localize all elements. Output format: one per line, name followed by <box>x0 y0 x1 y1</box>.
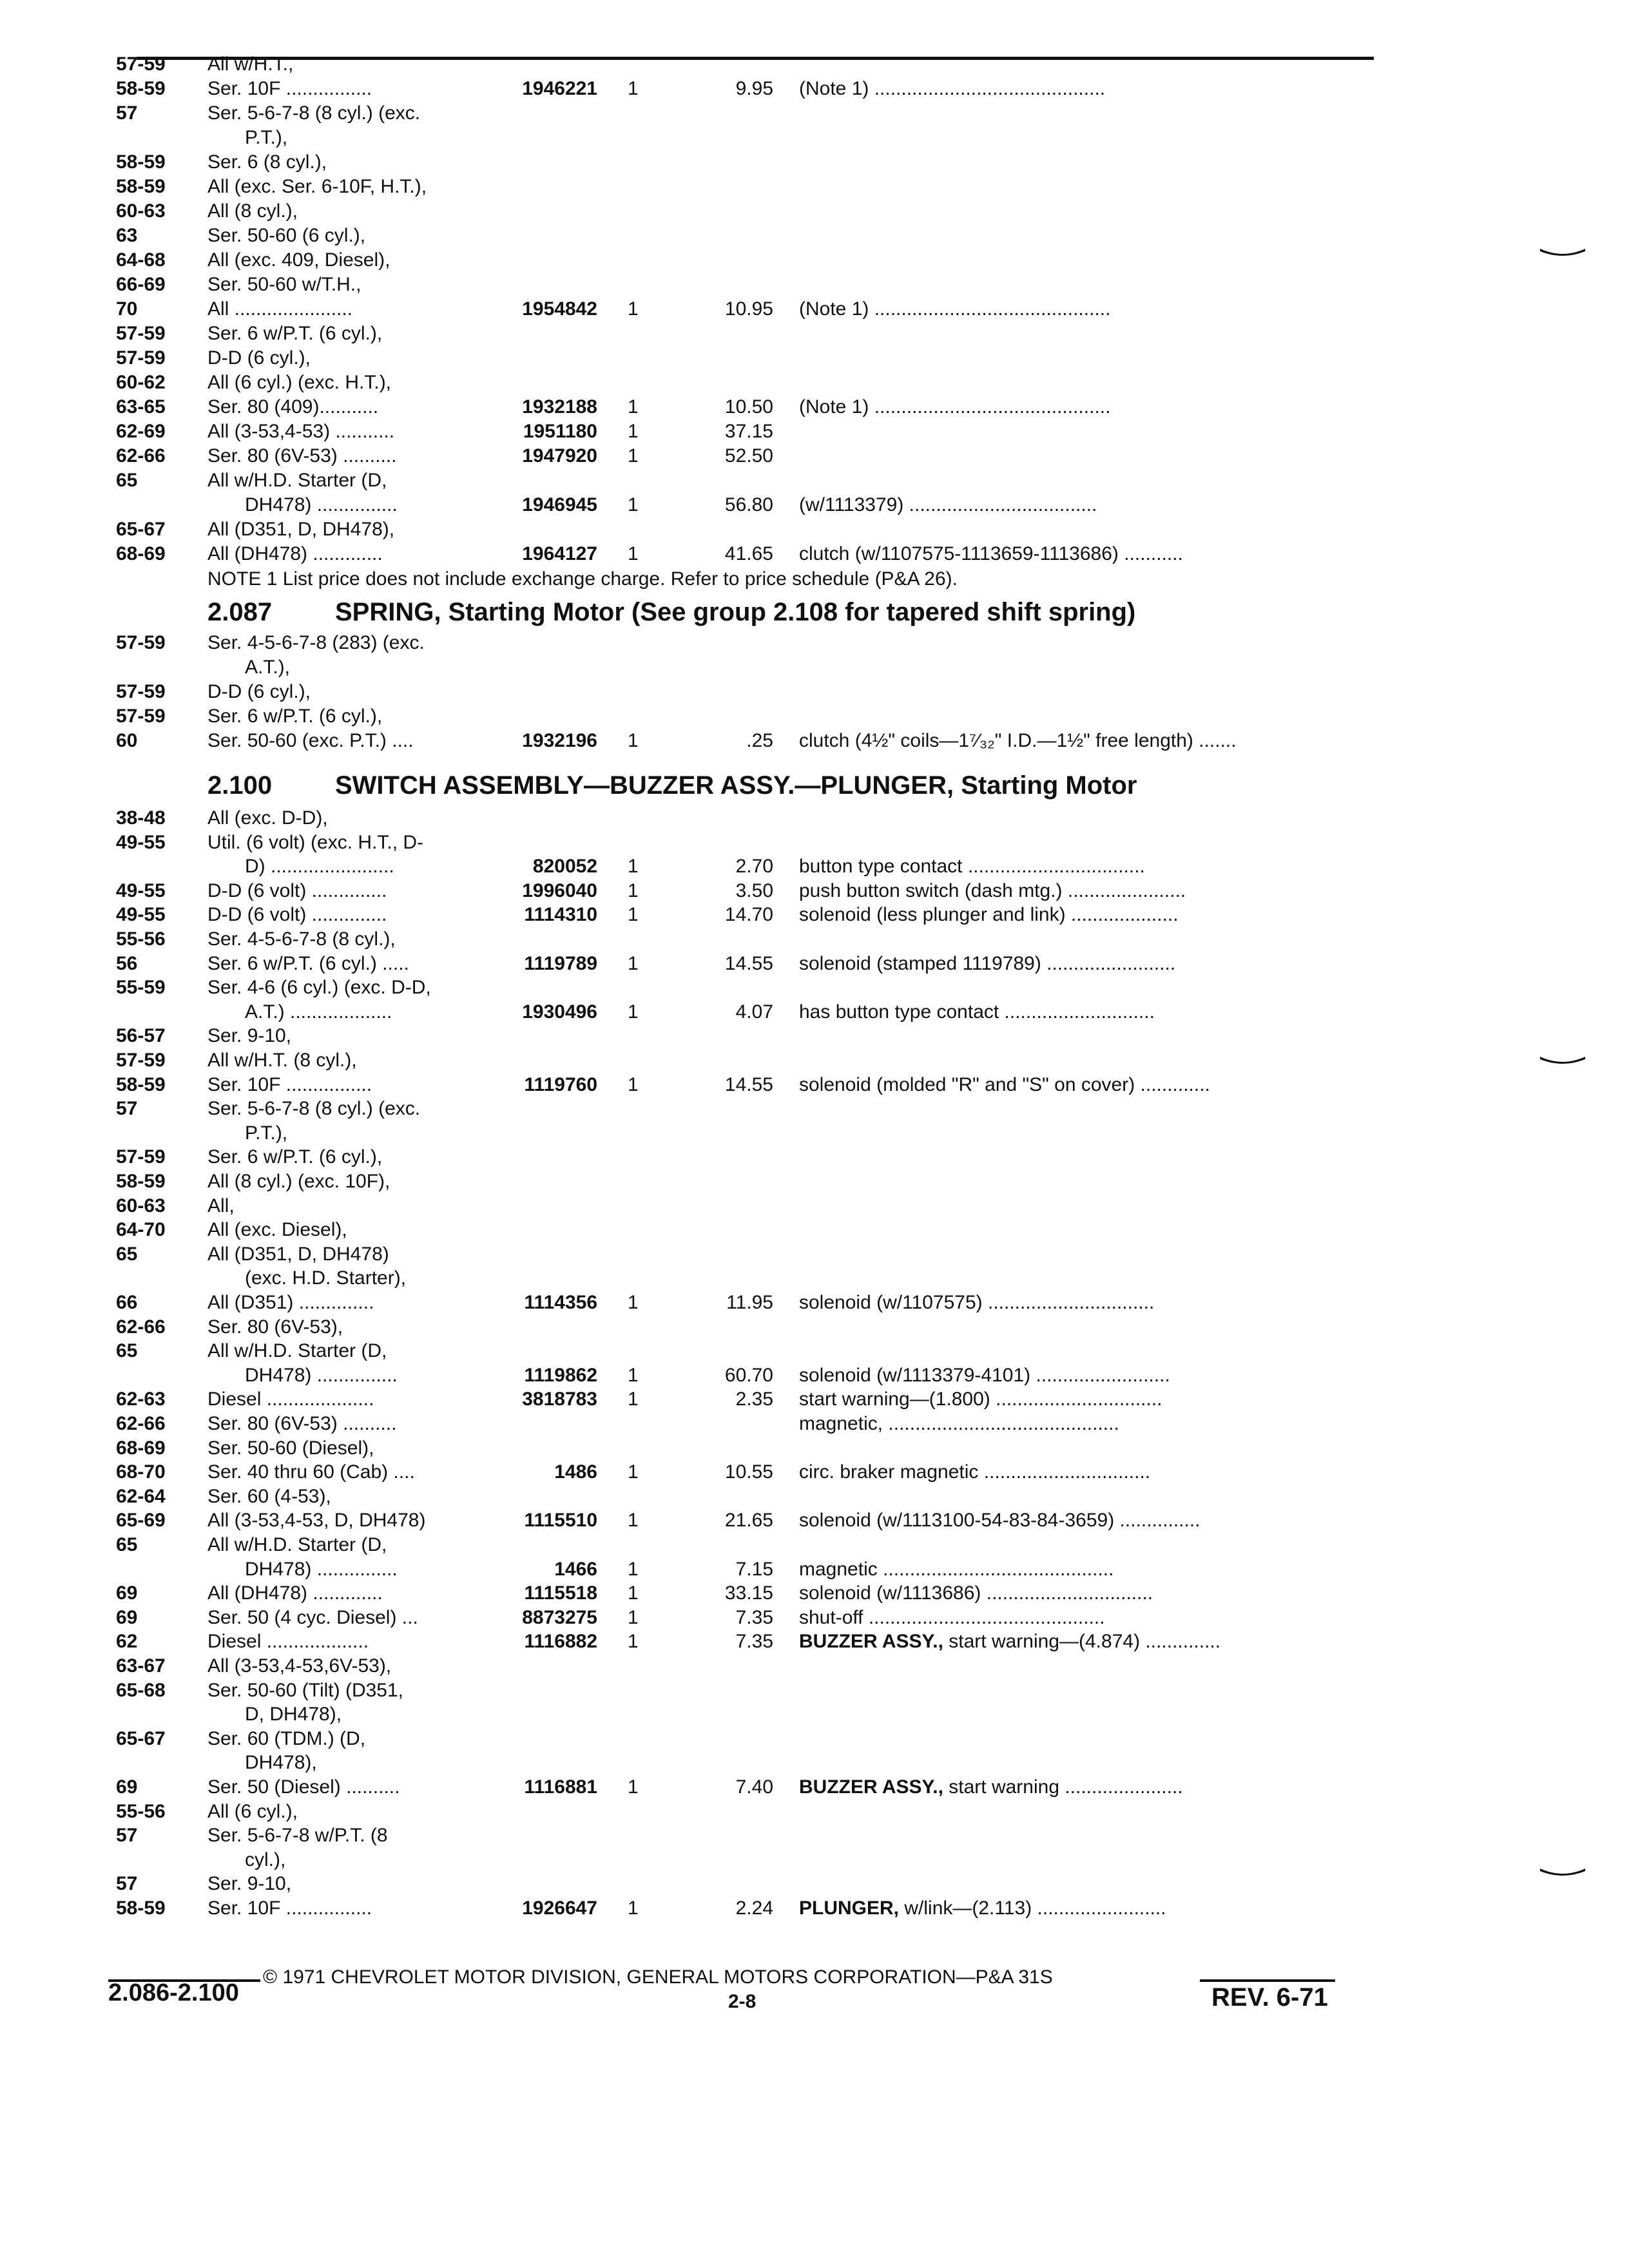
application-description: All w/H.D. Starter (D, <box>207 1534 387 1555</box>
part-number: 8873275 <box>522 1606 597 1628</box>
application-description: All (8 cyl.) (exc. 10F), <box>207 1171 390 1192</box>
application-description: Ser. 4-6 (6 cyl.) (exc. D-D, <box>207 977 431 999</box>
application-description: DH478) ............... <box>245 494 398 515</box>
model-years: 65-67 <box>116 519 166 540</box>
quantity: 1 <box>628 1364 639 1386</box>
list-price: 4.07 <box>735 1001 773 1023</box>
model-years: 60 <box>116 730 138 751</box>
remarks <box>799 999 1155 1025</box>
application-description: All (exc. 409, Diesel), <box>207 249 390 271</box>
application-description: All ...................... <box>207 298 353 320</box>
application-description: (exc. H.D. Starter), <box>245 1267 407 1289</box>
application-description: D-D (6 cyl.), <box>207 347 311 369</box>
quantity: 1 <box>628 856 639 878</box>
remarks <box>799 1508 1200 1533</box>
punch-hole-mark <box>1540 1867 1585 1876</box>
part-number: 1947920 <box>522 445 597 466</box>
part-number: 1964127 <box>522 543 597 564</box>
remarks <box>799 1459 1150 1485</box>
remark-text: start warning—(4.874) .............. <box>949 1631 1221 1653</box>
list-price: 33.15 <box>724 1582 773 1604</box>
application-description: Ser. 6 w/P.T. (6 cyl.), <box>207 323 383 344</box>
remarks <box>799 1290 1154 1316</box>
part-number: 1932196 <box>522 730 597 751</box>
remarks <box>799 902 1179 928</box>
remark-text: solenoid (w/1113686) ............................... <box>799 1582 1153 1604</box>
application-description: Ser. 50-60 (Tilt) (D351, <box>207 1679 403 1701</box>
application-description: All (D351, D, DH478), <box>207 519 395 540</box>
model-years: 55-59 <box>116 977 166 999</box>
part-number: 1951180 <box>523 421 597 442</box>
application-description: Ser. 50-60 (exc. P.T.) .... <box>207 730 414 751</box>
model-years: 69 <box>116 1776 138 1798</box>
part-number: 1119862 <box>524 1364 597 1386</box>
list-price: 10.50 <box>724 396 773 418</box>
punch-hole-mark <box>1540 247 1585 256</box>
application-description: Ser. 80 (6V-53) .......... <box>207 445 397 466</box>
model-years: 57 <box>116 1825 138 1847</box>
model-years: 62-66 <box>116 1316 166 1338</box>
remark-text: solenoid (molded "R" and "S" on cover) ............. <box>799 1073 1210 1095</box>
list-price: 10.55 <box>724 1461 773 1483</box>
application-description: All (DH478) ............. <box>207 1582 383 1604</box>
application-description: All w/H.T. (8 cyl.), <box>207 1050 357 1071</box>
part-number: 1115510 <box>524 1510 597 1532</box>
application-description: P.T.), <box>245 1122 288 1144</box>
footer-page-number: 2-8 <box>728 1991 757 2012</box>
list-price: 3.50 <box>735 879 773 901</box>
quantity: 1 <box>628 543 639 564</box>
quantity: 1 <box>628 1776 639 1798</box>
part-number: 1114356 <box>524 1292 597 1313</box>
remarks <box>799 1072 1210 1098</box>
model-years: 65 <box>116 1340 138 1362</box>
application-description: All w/H.D. Starter (D, <box>207 470 387 491</box>
footer-rule-right <box>1200 1979 1335 1982</box>
list-price: 2.24 <box>735 1898 773 1919</box>
list-price: 14.70 <box>724 904 773 926</box>
model-years: 70 <box>116 298 138 320</box>
remark-text: (Note 1) ............................................ <box>799 298 1111 320</box>
remark-text: push button switch (dash mtg.) ...................... <box>799 879 1186 901</box>
model-years: 66 <box>116 1292 138 1313</box>
quantity: 1 <box>628 1461 639 1483</box>
application-description: Ser. 50 (Diesel) .......... <box>207 1776 400 1798</box>
quantity: 1 <box>628 298 639 320</box>
model-years: 49-55 <box>116 831 166 853</box>
model-years: 57-59 <box>116 706 166 727</box>
remark-text: magnetic ........................................... <box>799 1558 1114 1580</box>
application-description: DH478) ............... <box>245 1558 398 1580</box>
remark-text: solenoid (w/1113379-4101) ......................... <box>799 1364 1170 1386</box>
section-title: SPRING, Starting Motor (See group 2.108 for tapered shift spring) <box>335 598 1136 626</box>
remark-bold-prefix: PLUNGER, <box>799 1898 900 1919</box>
application-description: Ser. 80 (6V-53) .......... <box>207 1413 397 1434</box>
remarks <box>799 1387 1162 1412</box>
application-description: Ser. 10F ................ <box>207 1898 372 1919</box>
remarks <box>799 1774 1183 1800</box>
remark-text: w/link—(2.113) ........................ <box>904 1898 1166 1919</box>
model-years: 49-55 <box>116 904 166 926</box>
remark-text: clutch (4½" coils—1⁷⁄₃₂" I.D.—1½" free length) ....... <box>799 730 1237 751</box>
application-description: Ser. 50-60 w/T.H., <box>207 274 361 295</box>
remark-bold-prefix: BUZZER ASSY., <box>799 1776 943 1798</box>
quantity: 1 <box>628 1389 639 1410</box>
remark-text: button type contact ................................. <box>799 856 1145 878</box>
application-description: All (D351) .............. <box>207 1292 374 1313</box>
model-years: 56 <box>116 952 138 974</box>
remarks <box>799 1629 1220 1655</box>
part-number: 1114310 <box>524 904 597 926</box>
model-years: 65-67 <box>116 1727 166 1749</box>
model-years: 60-63 <box>116 1195 166 1216</box>
application-description: All w/H.D. Starter (D, <box>207 1340 387 1362</box>
application-description: Ser. 6 w/P.T. (6 cyl.) ..... <box>207 952 409 974</box>
list-price: 60.70 <box>724 1364 773 1386</box>
quantity: 1 <box>628 1898 639 1919</box>
model-years: 57-59 <box>116 1050 166 1071</box>
application-description: All (exc. D-D), <box>207 807 328 829</box>
model-years: 57-59 <box>116 632 166 653</box>
model-years: 60-63 <box>116 200 166 222</box>
section-title: SWITCH ASSEMBLY—BUZZER ASSY.—PLUNGER, Starting Motor <box>335 771 1137 800</box>
quantity: 1 <box>628 1606 639 1628</box>
application-description: Util. (6 volt) (exc. H.T., D- <box>207 831 424 853</box>
remark-text: solenoid (less plunger and link) .................... <box>799 904 1179 926</box>
application-description: Ser. 40 thru 60 (Cab) .... <box>207 1461 415 1483</box>
list-price: 7.35 <box>735 1606 773 1628</box>
remarks <box>799 1581 1153 1606</box>
remark-text: circ. braker magnetic ............................... <box>799 1461 1151 1483</box>
application-description: cyl.), <box>245 1849 286 1870</box>
list-price: .25 <box>746 730 773 751</box>
model-years: 65 <box>116 1243 138 1265</box>
application-description: Ser. 6 w/P.T. (6 cyl.), <box>207 706 383 727</box>
application-description: Ser. 5-6-7-8 (8 cyl.) (exc. <box>207 1098 421 1120</box>
note-1: NOTE 1 List price does not include exchange charge. Refer to price schedule (P&A 26). <box>207 568 958 590</box>
section-number: 2.087 <box>207 598 273 626</box>
application-description: All (3-53,4-53,6V-53), <box>207 1655 392 1677</box>
application-description: Ser. 6 w/P.T. (6 cyl.), <box>207 1146 383 1168</box>
part-number: 1946221 <box>522 78 597 99</box>
application-description: A.T.) ................... <box>245 1001 392 1023</box>
part-number: 1930496 <box>522 1001 597 1023</box>
remark-text: has button type contact ............................ <box>799 1001 1155 1023</box>
model-years: 58-59 <box>116 1171 166 1192</box>
model-years: 68-70 <box>116 1461 166 1483</box>
model-years: 49-55 <box>116 879 166 901</box>
quantity: 1 <box>628 1558 639 1580</box>
list-price: 14.55 <box>724 952 773 974</box>
model-years: 63-65 <box>116 396 166 418</box>
model-years: 58-59 <box>116 1073 166 1095</box>
model-years: 57 <box>116 102 138 124</box>
model-years: 66-69 <box>116 274 166 295</box>
application-description: Ser. 10F ................ <box>207 78 372 99</box>
application-description: All (3-53,4-53) ........... <box>207 421 395 442</box>
application-description: DH478) ............... <box>245 1364 398 1386</box>
remark-text: solenoid (stamped 1119789) ........................ <box>799 952 1176 974</box>
remark-text: start warning ...................... <box>949 1776 1183 1798</box>
model-years: 58-59 <box>116 176 166 197</box>
part-number: 3818783 <box>522 1389 597 1410</box>
model-years: 65 <box>116 470 138 491</box>
application-description: D-D (6 volt) .............. <box>207 879 387 901</box>
quantity: 1 <box>628 1631 639 1653</box>
application-description: A.T.), <box>245 657 291 678</box>
model-years: 60-62 <box>116 372 166 393</box>
remarks <box>799 1557 1113 1582</box>
application-description: All, <box>207 1195 235 1216</box>
quantity: 1 <box>628 421 639 442</box>
part-number: 1115518 <box>524 1582 597 1604</box>
application-description: Ser. 50-60 (Diesel), <box>207 1437 374 1459</box>
quantity: 1 <box>628 879 639 901</box>
footer-revision: REV. 6-71 <box>1211 1983 1328 2012</box>
part-number: 1932188 <box>522 396 597 418</box>
remark-text: (w/1113379) ................................... <box>799 494 1097 515</box>
top-rule <box>137 57 1374 60</box>
application-description: Ser. 80 (409)........... <box>207 396 379 418</box>
remark-text: shut-off ............................................ <box>799 1606 1105 1628</box>
quantity: 1 <box>628 1510 639 1532</box>
application-description: Ser. 80 (6V-53), <box>207 1316 343 1338</box>
model-years: 57-59 <box>116 323 166 344</box>
model-years: 62 <box>116 1631 138 1653</box>
remarks <box>799 541 1183 567</box>
application-description: All (exc. Ser. 6-10F, H.T.), <box>207 176 427 197</box>
quantity: 1 <box>628 1073 639 1095</box>
quantity: 1 <box>628 1582 639 1604</box>
application-description: P.T.), <box>245 127 288 148</box>
model-years: 62-63 <box>116 1389 166 1410</box>
remarks <box>799 878 1186 904</box>
application-description: D) ....................... <box>245 856 394 878</box>
list-price: 2.70 <box>735 856 773 878</box>
part-number: 1926647 <box>522 1898 597 1919</box>
remark-text: clutch (w/1107575-1113659-1113686) ........... <box>799 543 1183 564</box>
application-description: All (6 cyl.), <box>207 1800 298 1822</box>
remark-bold-prefix: BUZZER ASSY., <box>799 1631 943 1653</box>
part-number: 1954842 <box>522 298 597 320</box>
application-description: Ser. 9-10, <box>207 1873 292 1895</box>
quantity: 1 <box>628 396 639 418</box>
model-years: 62-66 <box>116 445 166 466</box>
part-number: 1119760 <box>524 1073 597 1095</box>
quantity: 1 <box>628 952 639 974</box>
remarks <box>799 1896 1166 1921</box>
punch-hole-mark <box>1540 1055 1585 1064</box>
quantity: 1 <box>628 1001 639 1023</box>
list-price: 21.65 <box>724 1510 773 1532</box>
model-years: 57-59 <box>116 53 166 75</box>
remark-text: (Note 1) ............................................ <box>799 396 1111 418</box>
list-price: 10.95 <box>724 298 773 320</box>
remark-text: solenoid (w/1113100-54-83-84-3659) ............... <box>799 1510 1200 1532</box>
remarks <box>799 76 1105 102</box>
application-description: Ser. 4-5-6-7-8 (283) (exc. <box>207 632 425 653</box>
footer-copyright: © 1971 CHEVROLET MOTOR DIVISION, GENERAL MOTORS CORPORATION—P&A 31S <box>263 1966 1053 1988</box>
application-description: Ser. 50 (4 cyc. Diesel) ... <box>207 1606 418 1628</box>
application-description: Ser. 10F ................ <box>207 1073 372 1095</box>
application-description: Diesel .................... <box>207 1389 374 1410</box>
model-years: 69 <box>116 1582 138 1604</box>
quantity: 1 <box>628 445 639 466</box>
application-description: All (DH478) ............. <box>207 543 383 564</box>
model-years: 58-59 <box>116 151 166 173</box>
model-years: 55-56 <box>116 1800 166 1822</box>
remarks <box>799 1411 1119 1437</box>
application-description: All (3-53,4-53, D, DH478) <box>207 1510 426 1532</box>
remarks <box>799 854 1145 879</box>
application-description: D, DH478), <box>245 1704 342 1725</box>
remark-text: start warning—(1.800) ............................... <box>799 1389 1162 1410</box>
model-years: 58-59 <box>116 1898 166 1919</box>
application-description: Ser. 6 (8 cyl.), <box>207 151 327 173</box>
application-description: Ser. 60 (4-53), <box>207 1485 331 1507</box>
application-description: Ser. 9-10, <box>207 1025 292 1047</box>
application-description: Ser. 60 (TDM.) (D, <box>207 1727 366 1749</box>
quantity: 1 <box>628 904 639 926</box>
list-price: 2.35 <box>735 1389 773 1410</box>
application-description: All (6 cyl.) (exc. H.T.), <box>207 372 392 393</box>
list-price: 52.50 <box>724 445 773 466</box>
remark-text: magnetic, ........................................... <box>799 1413 1119 1434</box>
model-years: 64-68 <box>116 249 166 271</box>
list-price: 56.80 <box>724 494 773 515</box>
application-description: Diesel ................... <box>207 1631 369 1653</box>
remarks <box>799 728 1237 754</box>
quantity: 1 <box>628 494 639 515</box>
model-years: 68-69 <box>116 1437 166 1459</box>
model-years: 68-69 <box>116 543 166 564</box>
model-years: 57-59 <box>116 1146 166 1168</box>
remark-text: (Note 1) ........................................... <box>799 78 1106 99</box>
application-description: DH478), <box>245 1752 317 1774</box>
model-years: 56-57 <box>116 1025 166 1047</box>
application-description: All (8 cyl.), <box>207 200 298 222</box>
model-years: 57 <box>116 1873 138 1895</box>
model-years: 64-70 <box>116 1219 166 1241</box>
quantity: 1 <box>628 730 639 751</box>
model-years: 62-66 <box>116 1413 166 1434</box>
model-years: 65 <box>116 1534 138 1555</box>
model-years: 57-59 <box>116 681 166 702</box>
remark-text: solenoid (w/1107575) ............................... <box>799 1292 1155 1313</box>
model-years: 65-68 <box>116 1679 166 1701</box>
section-number: 2.100 <box>207 771 273 800</box>
footer-section-range: 2.086-2.100 <box>108 1979 239 2006</box>
remarks <box>799 1605 1105 1631</box>
application-description: All (D351, D, DH478) <box>207 1243 389 1265</box>
list-price: 37.15 <box>724 421 773 442</box>
model-years: 62-69 <box>116 421 166 442</box>
application-description: Ser. 4-5-6-7-8 (8 cyl.), <box>207 928 396 950</box>
part-number: 1119789 <box>524 952 597 974</box>
list-price: 7.15 <box>735 1558 773 1580</box>
remarks <box>799 492 1097 518</box>
list-price: 7.40 <box>735 1776 773 1798</box>
remarks <box>799 296 1110 322</box>
model-years: 69 <box>116 1606 138 1628</box>
part-number: 820052 <box>532 856 597 878</box>
application-description: D-D (6 volt) .............. <box>207 904 387 926</box>
model-years: 38-48 <box>116 807 166 829</box>
model-years: 55-56 <box>116 928 166 950</box>
part-number: 1996040 <box>522 879 597 901</box>
model-years: 62-64 <box>116 1485 166 1507</box>
application-description: Ser. 5-6-7-8 w/P.T. (8 <box>207 1825 388 1847</box>
application-description: Ser. 5-6-7-8 (8 cyl.) (exc. <box>207 102 421 124</box>
list-price: 9.95 <box>735 78 773 99</box>
list-price: 14.55 <box>724 1073 773 1095</box>
list-price: 41.65 <box>724 543 773 564</box>
part-number: 1116881 <box>524 1776 597 1798</box>
model-years: 63 <box>116 225 138 246</box>
model-years: 65-69 <box>116 1510 166 1532</box>
part-number: 1466 <box>554 1558 597 1580</box>
remarks <box>799 1363 1170 1389</box>
list-price: 11.95 <box>726 1292 773 1313</box>
list-price: 7.35 <box>735 1631 773 1653</box>
part-number: 1116882 <box>524 1631 597 1653</box>
application-description: Ser. 50-60 (6 cyl.), <box>207 225 366 246</box>
part-number: 1486 <box>554 1461 597 1483</box>
model-years: 63-67 <box>116 1655 166 1677</box>
part-number: 1946945 <box>522 494 597 515</box>
quantity: 1 <box>628 78 639 99</box>
remarks <box>799 394 1110 420</box>
application-description: All (exc. Diesel), <box>207 1219 347 1241</box>
model-years: 57 <box>116 1098 138 1120</box>
application-description: D-D (6 cyl.), <box>207 681 311 702</box>
remarks <box>799 951 1175 977</box>
application-description: All w/H.T., <box>207 53 294 75</box>
model-years: 57-59 <box>116 347 166 369</box>
model-years: 58-59 <box>116 78 166 99</box>
quantity: 1 <box>628 1292 639 1313</box>
